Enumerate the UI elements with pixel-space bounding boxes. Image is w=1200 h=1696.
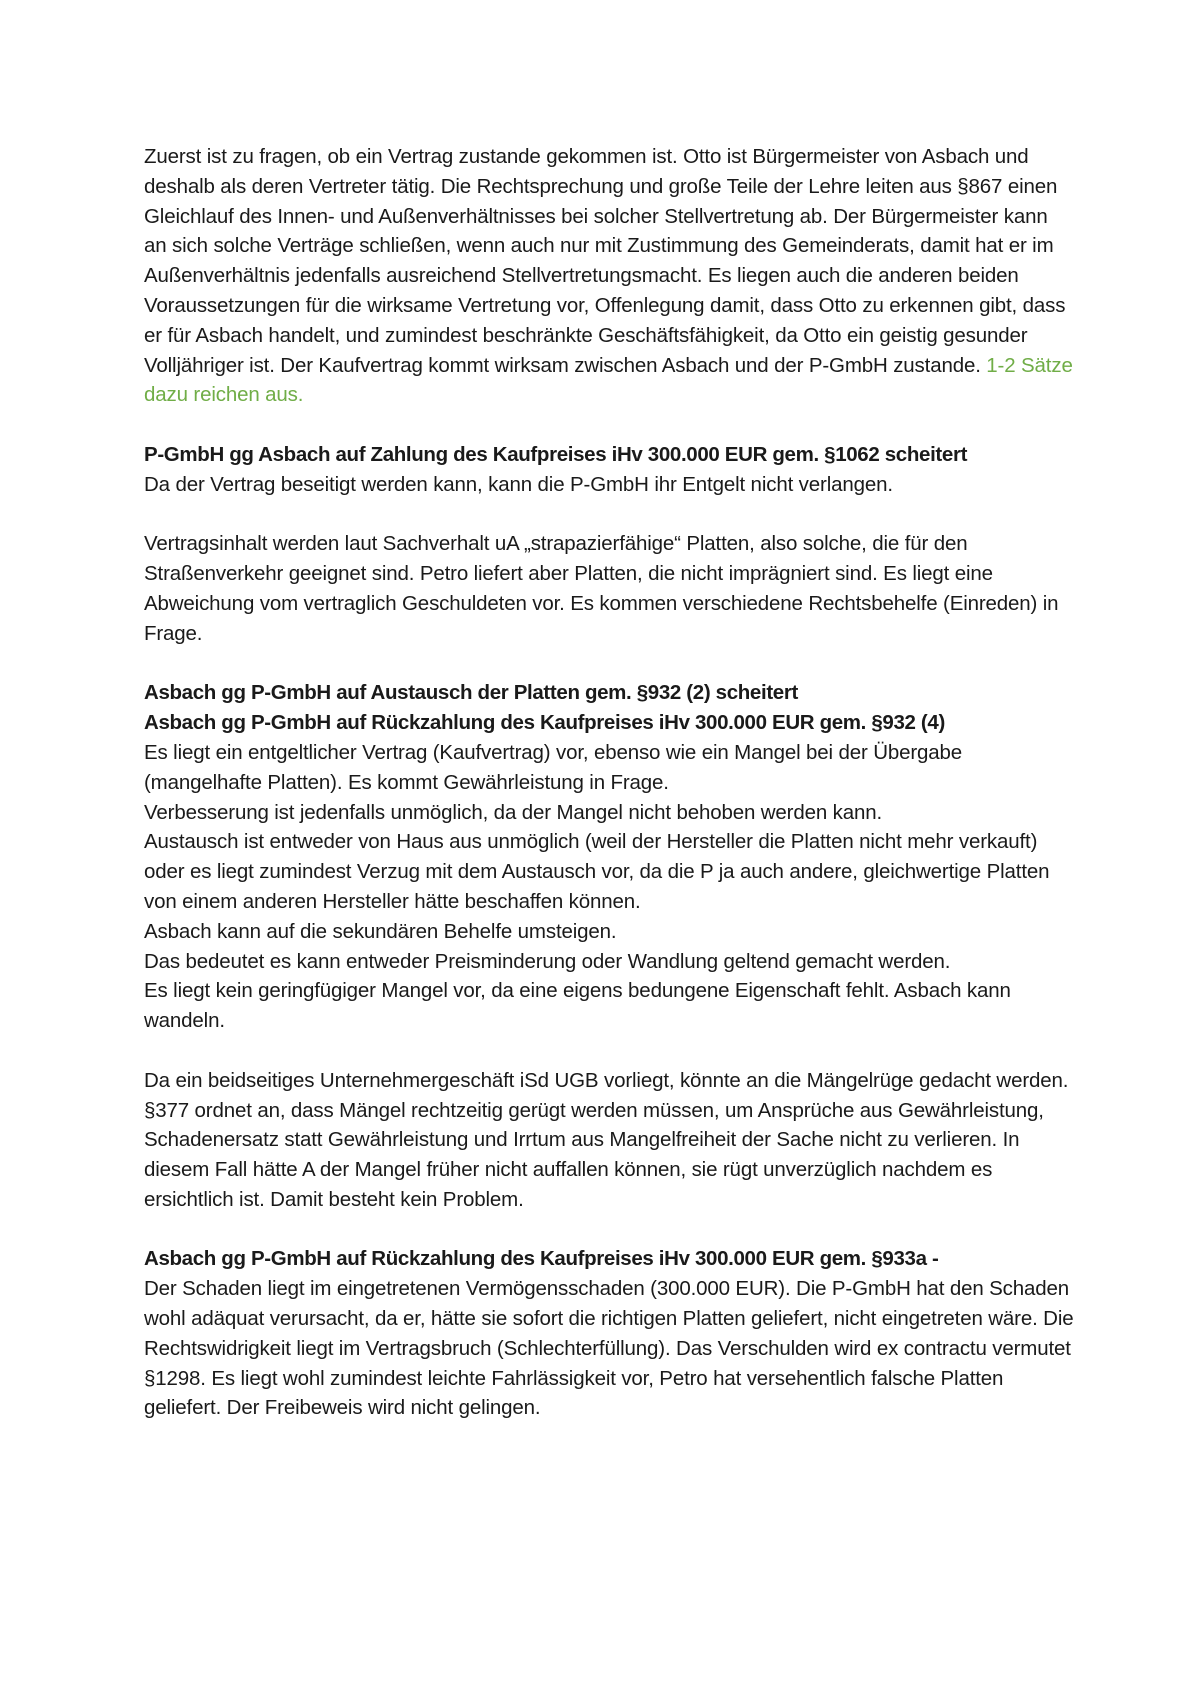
document-page	[144, 142, 1074, 1423]
paragraph-warranty-line-2: Verbesserung ist jedenfalls unmöglich, da der Mangel nicht behoben werden kann.	[144, 800, 883, 824]
paragraph-gap	[144, 1215, 1074, 1245]
paragraph-gap	[144, 649, 1074, 679]
paragraph-gap	[144, 410, 1074, 440]
paragraph-contract-formation	[144, 142, 1074, 410]
section-heading-exchange-claim: Asbach gg P-GmbH auf Austausch der Platten gem. §932 (2) scheitert	[144, 681, 798, 705]
paragraph-warranty-line-4: Asbach kann auf die sekundären Behelfe umsteigen.	[144, 919, 617, 943]
paragraph-warranty-line-5: Das bedeutet es kann entweder Preisminderung oder Wandlung geltend gemacht werden.	[144, 949, 951, 973]
paragraph-warranty-line-6: Es liegt kein geringfügiger Mangel vor, da eine eigens bedungene Eigenschaft fehlt. Asbach kann wandeln.	[144, 979, 1011, 1033]
paragraph-text: Zuerst ist zu fragen, ob ein Vertrag zustande gekommen ist. Otto ist Bürgermeister von Asbach und deshalb als deren Vertreter tätig. Die Rechtsprechung und große Teile der Lehre leiten aus §867 einen Gleichlauf des Innen- und Außenverhältnisses bei solcher Stellvertretung ab. Der Bürgermeister kann an sich solche Verträge schließen, wenn auch nur mit Zustimmung des Gemeinderats, damit hat er im Außenverhältnis jedenfalls ausreichend Stellvertretungsmacht. Es liegen auch die anderen beiden Voraussetzungen für die wirksame Vertretung vor, Offenlegung damit, dass Otto zu erkennen gibt, dass er für Asbach handelt, und zumindest beschränkte Geschäftsfähigkeit, da Otto ein geistig gesunder Volljähriger ist. Der Kaufvertrag kommt wirksam zwischen Asbach und der P-GmbH zustande.	[144, 145, 1066, 377]
section-heading-repayment-claim: Asbach gg P-GmbH auf Rückzahlung des Kaufpreises iHv 300.000 EUR gem. §932 (4)	[144, 711, 945, 735]
reviewer-note: 1-2 Sätze dazu reichen aus.	[144, 353, 1073, 407]
paragraph-gap	[144, 1036, 1074, 1066]
paragraph-contract-content: Vertragsinhalt werden laut Sachverhalt uA „strapazierfähige“ Platten, also solche, die für den Straßenverkehr geeignet sind. Petro liefert aber Platten, die nicht imprägniert sind. Es liegt eine Abweichung vom vertraglich Geschuldeten vor. Es kommen verschiedene Rechtsbehelfe (Einreden) in Frage.	[144, 532, 1059, 645]
section-heading-payment-claim: P-GmbH gg Asbach auf Zahlung des Kaufpreises iHv 300.000 EUR gem. §1062 scheitert	[144, 442, 968, 466]
paragraph-notice-of-defects: Da ein beidseitiges Unternehmergeschäft iSd UGB vorliegt, könnte an die Mängelrüge gedacht werden. §377 ordnet an, dass Mängel rechtzeitig gerügt werden müssen, um Ansprüche aus Gewährleistung, Schadenersatz statt Gewährleistung und Irrtum aus Mangelfreiheit der Sache nicht zu verlieren. In diesem Fall hätte A der Mangel früher nicht auffallen können, sie rügt unverzüglich nachdem es ersichtlich ist. Damit besteht kein Problem.	[144, 1068, 1069, 1211]
paragraph-damages: Der Schaden liegt im eingetretenen Vermögensschaden (300.000 EUR). Die P-GmbH hat den Schaden wohl adäquat verursacht, da er, hätte sie sofort die richtigen Platten geliefert, nicht eingetreten wäre. Die Rechtswidrigkeit liegt im Vertragsbruch (Schlechterfüllung). Das Verschulden wird ex contractu vermutet §1298. Es liegt wohl zumindest leichte Fahrlässigkeit vor, Petro hat versehentlich falsche Platten geliefert. Der Freibeweis wird nicht gelingen.	[144, 1277, 1074, 1420]
paragraph-warranty-line-3: Austausch ist entweder von Haus aus unmöglich (weil der Hersteller die Platten nicht mehr verkauft) oder es liegt zumindest Verzug mit dem Austausch vor, da die P ja auch andere, gleichwertige Platten von einem anderen Hersteller hätte beschaffen können.	[144, 830, 1050, 913]
section-heading-damages-claim: Asbach gg P-GmbH auf Rückzahlung des Kaufpreises iHv 300.000 EUR gem. §933a -	[144, 1247, 939, 1271]
paragraph-warranty-line-1: Es liegt ein entgeltlicher Vertrag (Kaufvertrag) vor, ebenso wie ein Mangel bei der Übergabe (mangelhafte Platten). Es kommt Gewährleistung in Frage.	[144, 740, 963, 794]
paragraph-gap	[144, 500, 1074, 530]
paragraph-payment-claim: Da der Vertrag beseitigt werden kann, kann die P-GmbH ihr Entgelt nicht verlangen.	[144, 472, 893, 496]
